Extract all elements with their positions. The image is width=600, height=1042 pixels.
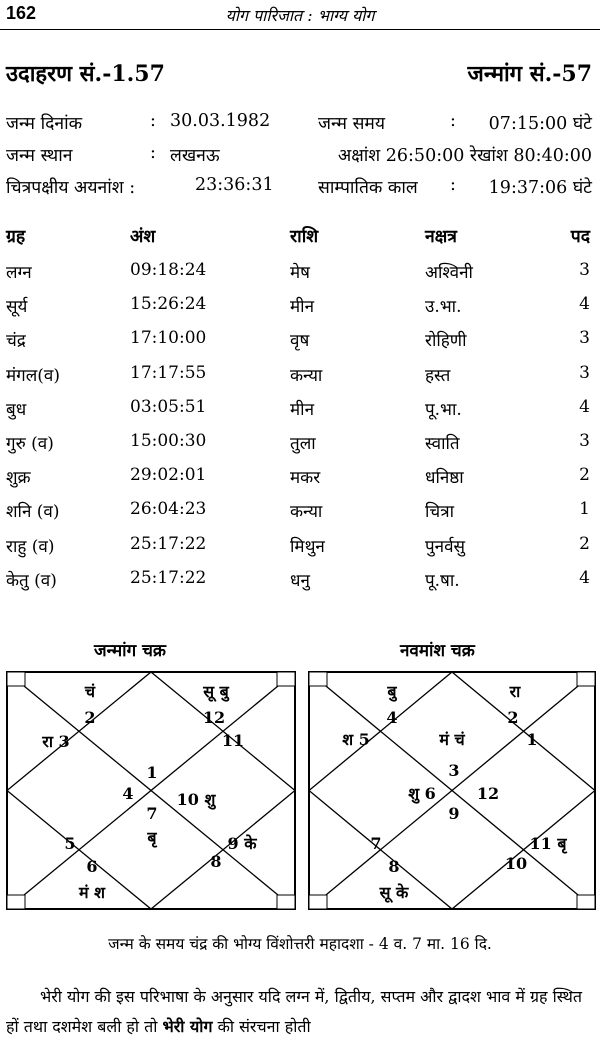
janmang-sign-ketu: 9 के bbox=[227, 834, 257, 853]
ayanamsha-value: 23:36:31 bbox=[195, 175, 274, 195]
birth-time-label: जन्म समय bbox=[318, 114, 386, 134]
col-header-planet: ग्रह bbox=[6, 227, 26, 247]
table-cell-pada: 3 bbox=[579, 362, 590, 383]
col-header-pada: पद bbox=[570, 227, 590, 247]
table-cell-nakshatra: उ.भा. bbox=[425, 297, 462, 318]
janmang-chart bbox=[6, 671, 296, 910]
janmang-house-8: 8 bbox=[210, 852, 222, 871]
navamsha-sign-venus: शु 6 bbox=[408, 784, 436, 803]
paragraph-bold-term: भेरी योग bbox=[162, 1017, 213, 1036]
table-cell-planet: चंद्र bbox=[6, 331, 26, 352]
navamsha-sign-jupiter: 11 बृ bbox=[529, 834, 567, 853]
table-cell-degree: 29:02:01 bbox=[130, 465, 207, 486]
table-cell-sign: मेष bbox=[290, 263, 310, 283]
janmang-sign-jupiter: बृ bbox=[147, 828, 157, 847]
navamsha-sign-rahu: रा bbox=[509, 682, 521, 701]
table-cell-planet: राहु (व) bbox=[6, 536, 55, 557]
table-cell-degree: 09:18:24 bbox=[130, 260, 207, 280]
birth-time-sep: : bbox=[450, 111, 456, 131]
table-cell-sign: वृष bbox=[290, 331, 310, 352]
table-cell-nakshatra: अश्विनी bbox=[425, 263, 473, 283]
janmang-house-7: 7 bbox=[146, 804, 158, 823]
lat-long: अक्षांश 26:50:00 रेखांश 80:40:00 bbox=[337, 146, 592, 166]
navamsha-house-10: 10 bbox=[504, 854, 528, 873]
header-rule bbox=[0, 29, 600, 30]
col-header-nakshatra: नक्षत्र bbox=[425, 227, 457, 247]
janmang-chart-title: जन्मांग चक्र bbox=[94, 641, 166, 661]
table-cell-planet: मंगल(व) bbox=[6, 365, 60, 386]
janmang-house-4: 4 bbox=[122, 784, 134, 803]
janmang-house-1: 1 bbox=[146, 763, 158, 782]
janmang-house-11: 11 bbox=[221, 731, 245, 750]
example-title: उदाहरण सं.-1.57 bbox=[6, 61, 165, 87]
table-cell-pada: 2 bbox=[579, 533, 590, 554]
navamsha-house-2: 2 bbox=[507, 708, 519, 727]
table-cell-degree: 26:04:23 bbox=[130, 499, 207, 520]
table-cell-degree: 25:17:22 bbox=[130, 533, 207, 554]
table-cell-sign: मिथुन bbox=[290, 536, 325, 557]
table-cell-planet: शुक्र bbox=[6, 468, 31, 489]
janmang-sign-rahu: रा 3 bbox=[42, 732, 70, 751]
janmang-house-6: 6 bbox=[86, 857, 98, 876]
table-cell-sign: मीन bbox=[290, 297, 315, 318]
birth-date-label: जन्म दिनांक bbox=[6, 114, 83, 134]
navamsha-house-12: 12 bbox=[476, 784, 500, 803]
table-cell-degree: 17:10:00 bbox=[130, 328, 207, 349]
janmang-sign-sun-merc: सू बु bbox=[203, 682, 229, 701]
col-header-sign: राशि bbox=[290, 227, 319, 247]
paragraph-text: भेरी योग की इस परिभाषा के अनुसार यदि लग्न में, द्वितीय, सप्तम और द्वादश भाव में ग्रह स्थित हों तथा दशमेश बली हो तो bbox=[6, 987, 582, 1036]
table-cell-nakshatra: पुनर्वसु bbox=[425, 536, 466, 557]
table-cell-sign: मीन bbox=[290, 399, 315, 420]
table-cell-degree: 03:05:51 bbox=[130, 396, 207, 417]
navamsha-chart bbox=[308, 671, 596, 910]
navamsha-house-3: 3 bbox=[448, 761, 460, 780]
table-cell-nakshatra: पू.भा. bbox=[425, 399, 462, 420]
table-cell-pada: 4 bbox=[579, 567, 590, 588]
navamsha-house-7: 7 bbox=[370, 834, 382, 853]
table-cell-pada: 3 bbox=[579, 260, 590, 280]
running-header: योग पारिजात : भाग्य योग bbox=[225, 6, 375, 25]
janmang-house-2: 2 bbox=[84, 708, 96, 727]
table-cell-pada: 2 bbox=[579, 465, 590, 486]
body-paragraph bbox=[6, 982, 594, 1042]
birth-place: लखनऊ bbox=[170, 146, 220, 166]
janmang-house-12: 12 bbox=[202, 708, 226, 727]
navamsha-sign-mars-moon: मं चं bbox=[439, 730, 465, 749]
table-cell-planet: लग्न bbox=[6, 263, 32, 283]
table-cell-planet: सूर्य bbox=[6, 297, 28, 318]
janmang-sign-mars-sat: मं श bbox=[78, 883, 106, 902]
dasha-caption: जन्म के समय चंद्र की भोग्य विंशोत्तरी महादशा - 4 व. 7 मा. 16 दि. bbox=[108, 935, 492, 953]
janmang-sign-venus: 10 शु bbox=[176, 790, 216, 809]
sidereal-value: 19:37:06 घंटे bbox=[488, 178, 592, 198]
table-cell-planet: गुरु (व) bbox=[6, 434, 54, 454]
table-cell-pada: 3 bbox=[579, 328, 590, 349]
table-cell-pada: 3 bbox=[579, 431, 590, 451]
table-cell-nakshatra: रोहिणी bbox=[425, 331, 467, 352]
paragraph-text-end: की संरचना होती bbox=[217, 1017, 311, 1036]
table-cell-sign: तुला bbox=[290, 434, 316, 454]
navamsha-house-9: 9 bbox=[448, 804, 460, 823]
chart-number: जन्मांग सं.-57 bbox=[467, 61, 592, 87]
table-cell-pada: 4 bbox=[579, 396, 590, 417]
navamsha-house-8: 8 bbox=[388, 857, 400, 876]
birth-place-label: जन्म स्थान bbox=[6, 146, 73, 166]
table-cell-nakshatra: धनिष्ठा bbox=[425, 468, 464, 489]
table-cell-sign: कन्या bbox=[290, 365, 323, 386]
sidereal-label: साम्पातिक काल bbox=[318, 178, 418, 198]
table-cell-sign: धनु bbox=[290, 570, 310, 591]
birth-place-sep: : bbox=[150, 143, 156, 163]
table-cell-pada: 4 bbox=[579, 294, 590, 315]
birth-date: 30.03.1982 bbox=[170, 111, 271, 131]
table-cell-nakshatra: चित्रा bbox=[425, 502, 454, 523]
navamsha-house-4: 4 bbox=[386, 708, 398, 727]
navamsha-sign-sat: श 5 bbox=[342, 730, 370, 749]
navamsha-sign-sun-ketu: सू के bbox=[379, 883, 409, 902]
table-cell-sign: मकर bbox=[290, 468, 321, 489]
table-cell-planet: शनि (व) bbox=[6, 502, 60, 523]
table-cell-planet: केतु (व) bbox=[6, 570, 57, 591]
ayanamsha-label: चित्रपक्षीय अयनांश : bbox=[6, 178, 136, 198]
navamsha-house-1: 1 bbox=[526, 730, 538, 749]
table-cell-nakshatra: स्वाति bbox=[425, 434, 460, 454]
table-cell-pada: 1 bbox=[579, 499, 590, 520]
sidereal-sep: : bbox=[450, 175, 456, 195]
table-cell-degree: 15:26:24 bbox=[130, 294, 207, 315]
table-cell-sign: कन्या bbox=[290, 502, 323, 523]
page-number: 162 bbox=[6, 3, 37, 23]
table-cell-degree: 17:17:55 bbox=[130, 362, 207, 383]
navamsha-chart-title: नवमांश चक्र bbox=[400, 641, 475, 661]
janmang-house-5: 5 bbox=[64, 834, 76, 853]
col-header-degree: अंश bbox=[130, 227, 156, 247]
janmang-sign-chan: चं bbox=[84, 682, 96, 701]
table-cell-degree: 15:00:30 bbox=[130, 431, 207, 451]
table-cell-nakshatra: पू.षा. bbox=[425, 570, 460, 591]
navamsha-sign-merc: बु bbox=[387, 682, 397, 701]
table-cell-nakshatra: हस्त bbox=[425, 365, 451, 386]
table-cell-degree: 25:17:22 bbox=[130, 567, 207, 588]
birth-date-sep: : bbox=[150, 111, 156, 131]
birth-time: 07:15:00 घंटे bbox=[488, 114, 592, 134]
table-cell-planet: बुध bbox=[6, 399, 27, 420]
